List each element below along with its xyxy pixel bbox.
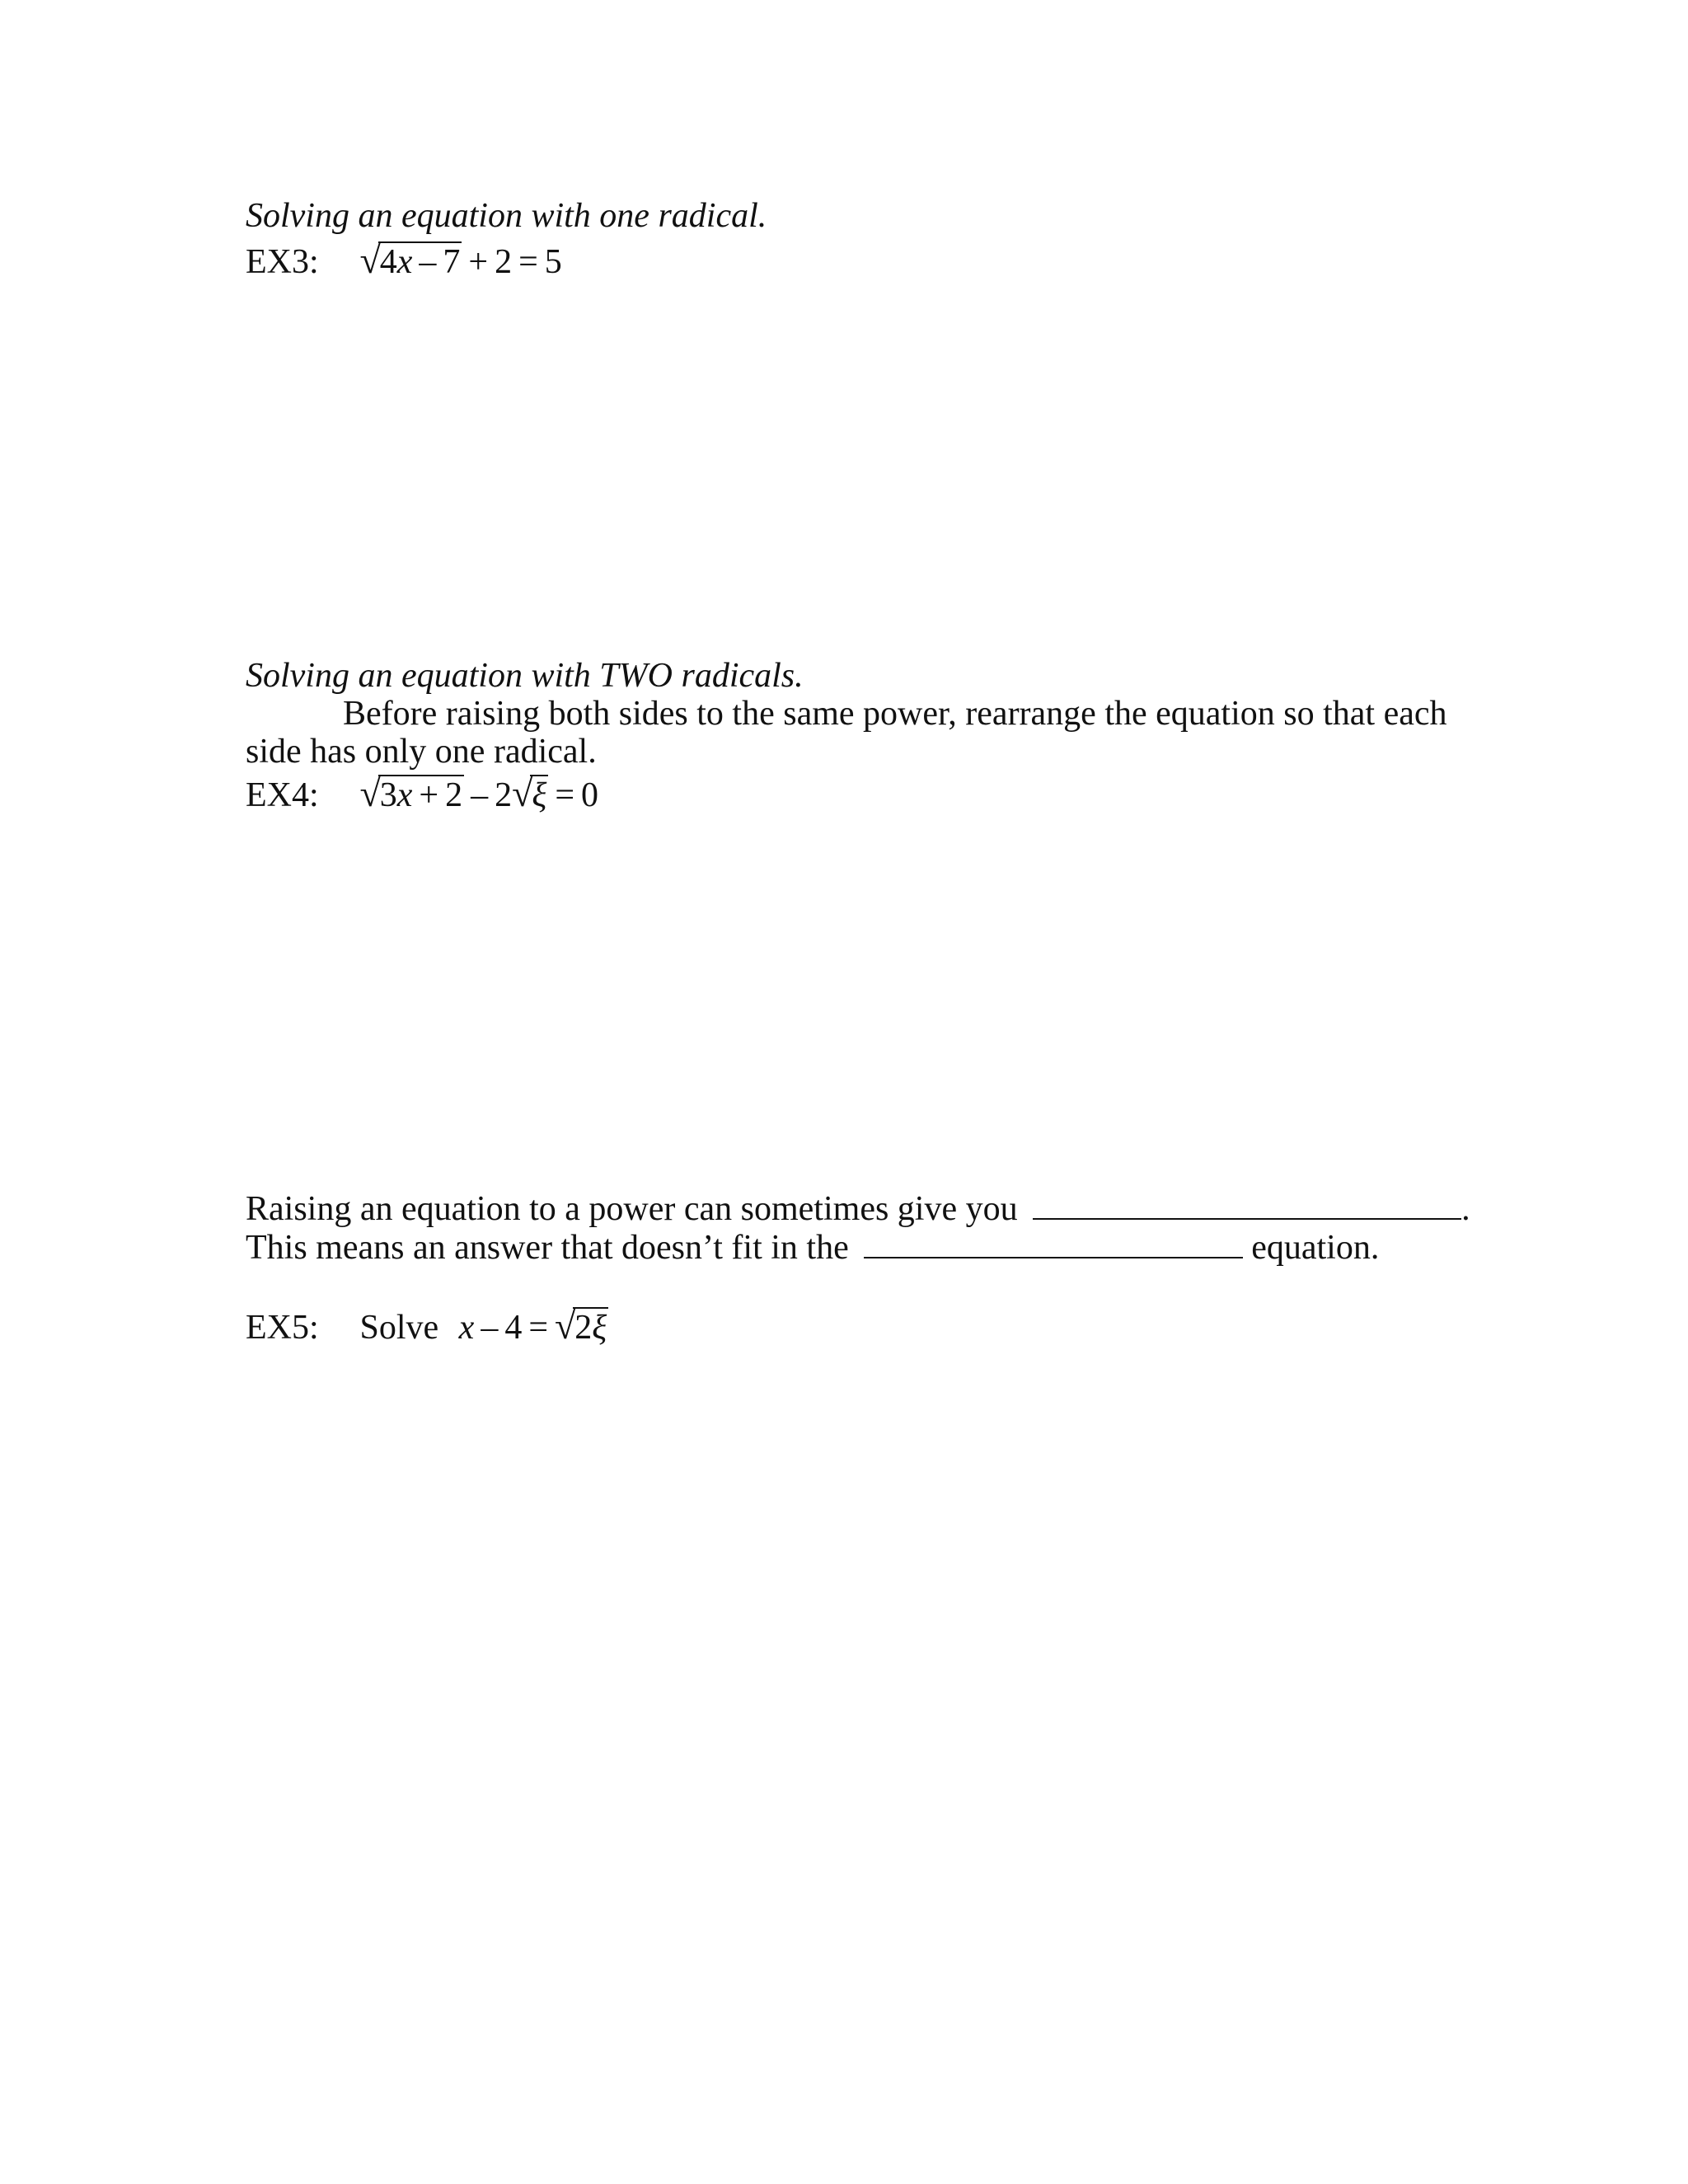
extraneous-line2 — [246, 1228, 1379, 1268]
section-heading-one-radical: Solving an equation with one radical. — [246, 197, 767, 235]
ex4-radical-one — [359, 772, 465, 815]
example-ex4 — [246, 772, 599, 815]
ex3-rhs: 5 — [544, 243, 562, 281]
answer-blank-1[interactable] — [1033, 1192, 1461, 1220]
ex4-radicand-one — [378, 775, 464, 813]
example-ex3 — [246, 241, 562, 282]
ex3-plus: + — [468, 243, 489, 281]
ex4-radicand2-var: ξ — [532, 776, 547, 814]
ex5-radical — [555, 1307, 608, 1347]
ex3-radicand-var: x — [396, 243, 413, 281]
ex3-radicand-op: – — [419, 243, 437, 281]
radical-sign-icon: √ — [555, 1305, 576, 1347]
ex4-minus: – — [471, 776, 489, 814]
ex5-equation — [459, 1307, 609, 1347]
ex3-term: 2 — [495, 243, 513, 281]
section-heading-two-radicals: Solving an equation with TWO radicals. — [246, 657, 804, 695]
ex5-radicand — [573, 1307, 608, 1345]
ex4-equation — [359, 772, 599, 815]
ex3-radicand-const: 7 — [443, 243, 461, 281]
answer-blank-2[interactable] — [864, 1230, 1243, 1258]
ex4-radicand1-const: 2 — [445, 776, 463, 814]
ex5-radicand-coef: 2 — [574, 1309, 593, 1347]
extraneous-line1-text: Raising an equation to a power can sometimes give you — [246, 1190, 1018, 1228]
extraneous-line1 — [246, 1189, 1470, 1229]
extraneous-line1-end: . — [1461, 1190, 1470, 1228]
ex4-radical-two — [512, 772, 548, 815]
ex3-radicand-coef: 4 — [379, 243, 397, 281]
example-ex5 — [246, 1307, 608, 1347]
section-two-intro-line2: side has only one radical. — [246, 733, 597, 771]
ex4-rhs: 0 — [581, 776, 599, 814]
ex5-lhs-const: 4 — [504, 1309, 523, 1347]
extraneous-line2-end: equation. — [1251, 1229, 1380, 1267]
ex4-equals: = — [555, 776, 575, 814]
ex3-equation — [360, 241, 562, 282]
ex5-equals: = — [528, 1309, 549, 1347]
ex4-radicand1-op: + — [419, 776, 439, 814]
ex3-radical — [360, 241, 462, 282]
ex4-coef2: 2 — [495, 776, 513, 814]
radical-sign-icon: √ — [359, 239, 381, 281]
ex5-lhs-var: x — [458, 1309, 475, 1347]
radical-sign-icon: √ — [359, 772, 381, 814]
ex5-instruction: Solve — [359, 1309, 439, 1347]
ex4-label: EX4: — [246, 776, 319, 814]
ex4-radicand1-coef: 3 — [379, 776, 397, 814]
ex5-radicand-var: ξ — [592, 1309, 607, 1347]
ex5-lhs-op: – — [481, 1309, 499, 1347]
ex5-label: EX5: — [246, 1309, 319, 1347]
ex4-radicand1-var: x — [396, 776, 413, 814]
radical-sign-icon: √ — [512, 772, 533, 814]
ex4-radicand-two — [530, 775, 548, 813]
ex3-radicand — [378, 241, 462, 279]
intro-line1-text: Before raising both sides to the same power, rearrange the equation so that each — [343, 695, 1447, 733]
ex3-label: EX3: — [246, 243, 319, 281]
section-two-intro-line1 — [246, 694, 1447, 733]
extraneous-line2-text: This means an answer that doesn’t fit in the — [246, 1229, 849, 1267]
ex3-equals: = — [518, 243, 538, 281]
